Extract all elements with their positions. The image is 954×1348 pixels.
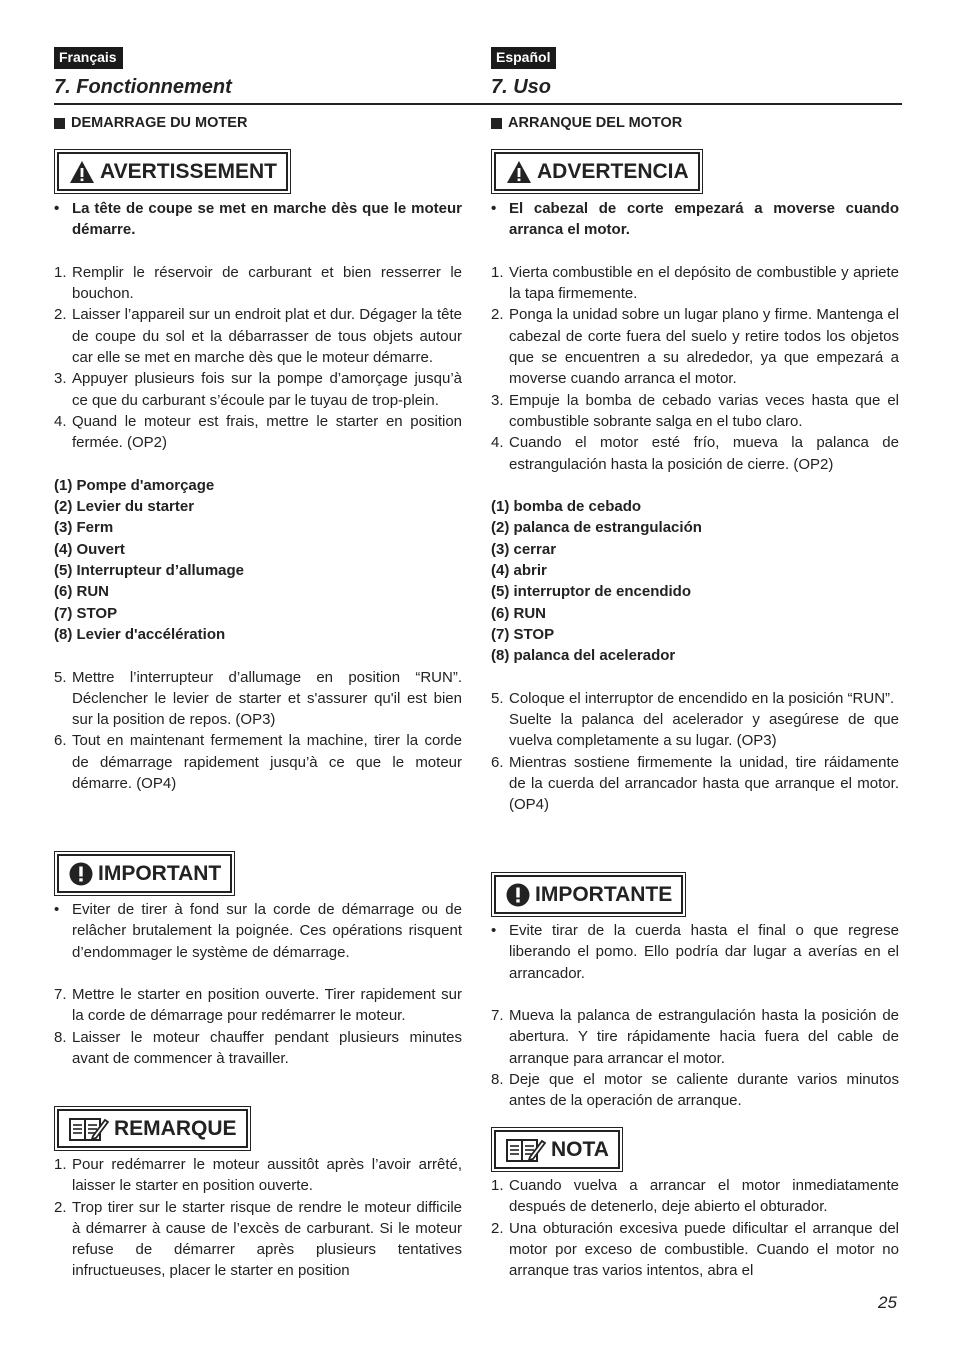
warning-box (57, 152, 288, 191)
list-item: 3. Empuje la bomba de cebado varias veces hasta que el combustible sobrante salga en el tubo claro. (491, 391, 899, 430)
list-item: 4. Cuando el motor esté frío, mueva la palanca de estrangulación hasta la posición de cierre. (OP2) (491, 434, 899, 473)
left-body-3 (54, 1154, 462, 1282)
list-item: Suelte la palanca del acelerador y asegúrese de que vuelva completamente a su lugar. (OP3) (509, 711, 899, 750)
language-tag: Español (491, 47, 556, 69)
list-item: 1. Pour redémarrer le moteur aussitôt après l’avoir arrêté, laisser le starter en position ouverte. (54, 1156, 462, 1195)
list-item: 6. Tout en maintenant fermement la machine, tirer la corde de démarrage rapidement jusqu’à ce que le moteur démarre. (OP4) (54, 732, 462, 793)
notepad-icon (506, 1137, 546, 1163)
important-label: IMPORTANT (98, 861, 222, 885)
exclamation-circle-icon (506, 883, 530, 907)
list-item: 3. Appuyer plusieurs fois sur la pompe d’amorçage jusqu’à ce que du carburant s’écoule par le tuyau de trop-plein. (54, 370, 462, 409)
column-spanish (491, 47, 899, 98)
header-rule (54, 103, 902, 105)
note-box (57, 1109, 248, 1148)
right-body-2 (491, 920, 899, 1112)
list-item: 2. Trop tirer sur le starter risque de rendre le moteur difficile à démarrer à cause de l’excès de carburant. Si le moteur refuse de démarrer après plusieurs tentatives infructueuses, placer le starter en position (54, 1198, 462, 1280)
note-box (494, 1130, 620, 1169)
warning-bullet: • La tête de coupe se met en marche dès que le moteur démarre. (54, 200, 462, 239)
parts-list: (1) Pompe d'amorçage (2) Levier du starter (3) Ferm (4) Ouvert (5) Interrupteur d’allumage (6) RUN (7) STOP (8) Levier d'accélération (54, 476, 245, 643)
warning-label: ADVERTENCIA (537, 159, 689, 183)
list-item: 2. Ponga la unidad sobre un lugar plano y firme. Mantenga el cabezal de corte fuera del suelo y retire todos los objetos que se encuentren a su alrededor, ya que empezará a moverse cuando arranca el motor. (491, 306, 899, 388)
warning-triangle-icon (69, 160, 95, 184)
list-item: 7. Mettre le starter en position ouverte. Tirer rapidement sur la corde de démarrage pour redémarrer le moteur. (54, 986, 462, 1025)
important-bullet: • Eviter de tirer à fond sur la corde de démarrage ou de relâcher brutalement la poignée. Ces opérations risquent d’endommager le système de démarrage. (54, 901, 462, 961)
list-item: 1. Cuando vuelva a arrancar el motor inmediatamente después de detenerlo, deje abierto el obturador. (491, 1177, 899, 1216)
subheading (54, 114, 247, 132)
important-label: IMPORTANTE (535, 882, 673, 906)
list-item: 6. Mientras sostiene firmemente la unidad, tire ráidamente de la cuerda del arrancador hasta que arranque el motor. (OP4) (491, 753, 899, 814)
list-item: 4. Quand le moteur est frais, mettre le starter en position fermée. (OP2) (54, 412, 462, 452)
subheading (491, 114, 682, 132)
right-body-3 (491, 1175, 899, 1281)
section-title: 7. Fonctionnement (54, 76, 232, 98)
list-item: 8. Deje que el motor se caliente durante varios minutos antes de la operación de arranque. (491, 1071, 899, 1110)
square-bullet-icon (54, 118, 65, 129)
square-bullet-icon (491, 118, 502, 129)
note-label: NOTA (551, 1137, 609, 1161)
note-label: REMARQUE (114, 1116, 237, 1140)
list-item: 5. Coloque el interruptor de encendido en la posición “RUN”. (491, 689, 895, 707)
right-body-1 (491, 198, 899, 816)
warning-bullet: • El cabezal de corte empezará a moverse cuando arranca el motor. (491, 200, 899, 239)
list-item: 5. Mettre l’interrupteur d’allumage en position “RUN”. Déclencher le levier de starter et s'assurer qu'il est bien sur la position de repos. (OP3) (54, 668, 462, 729)
subheading-text: ARRANQUE DEL MOTOR (508, 115, 683, 131)
warning-box (494, 152, 700, 191)
important-bullet: • Evite tirar de la cuerda hasta el final o que regrese liberando el pomo. Ello podría dar lugar a averías en el arrancador. (491, 922, 899, 982)
list-item: 2. Laisser l’appareil sur un endroit plat et dur. Dégager la tête de coupe du sol et la débarrasser de tous objets autour car elle se met en marche dès que le moteur démarre. (54, 306, 462, 367)
warning-label: AVERTISSEMENT (100, 159, 277, 183)
exclamation-circle-icon (69, 862, 93, 886)
left-body-2 (54, 899, 462, 1069)
warning-triangle-icon (506, 160, 532, 184)
list-item: 7. Mueva la palanca de estrangulación hasta la posición de abertura. Y tire rápidamente hacia fuera del cable de arranque para arrancar el motor. (491, 1007, 899, 1067)
list-item: 8. Laisser le moteur chauffer pendant plusieurs minutes avant de commencer à travailler. (54, 1028, 462, 1068)
important-box (494, 875, 683, 914)
column-french (54, 47, 462, 98)
list-item: 1. Remplir le réservoir de carburant et bien resserrer le bouchon. (54, 263, 462, 303)
subheading-text: DEMARRAGE DU MOTER (71, 115, 248, 131)
language-tag: Français (54, 47, 123, 69)
list-item: 1. Vierta combustible en el depósito de combustible y apriete la tapa firmemente. (491, 263, 899, 303)
parts-list: (1) bomba de cebado (2) palanca de estrangulación (3) cerrar (4) abrir (5) interruptor de encendido (6) RUN (7) STOP (8) palanca del acelerador (491, 498, 702, 665)
page-number: 25 (878, 1293, 897, 1312)
left-body-1 (54, 198, 462, 794)
important-box (57, 854, 232, 893)
notepad-icon (69, 1116, 109, 1142)
section-title: 7. Uso (491, 76, 552, 98)
list-item: 2. Una obturación excesiva puede dificultar el arranque del motor por exceso de combustible. Cuando el motor no arranque tras varios intentos, abra el (491, 1219, 899, 1280)
